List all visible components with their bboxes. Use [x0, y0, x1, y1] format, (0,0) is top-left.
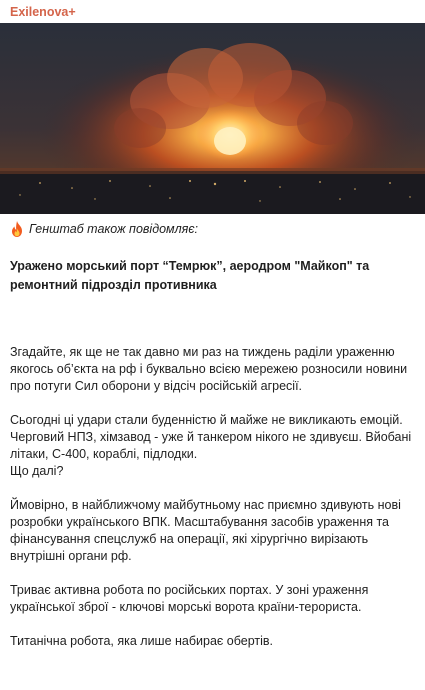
post-headline: Уражено морський порт “Темрюк”, аеродром "Майкоп" та ремонтний підрозділ противника [10, 259, 370, 292]
paragraph: Ймовірно, в найближчому майбутньому нас приємно здивують нові розробки українського ВПК. Масштабування засобів ураження та фінансування спецслужб на операції, які хірургічно вирізають внутрішні органи рф. [10, 498, 401, 563]
paragraph: Триває активна робота по російських портах. У зоні ураження української зброї - ключові морські ворота країни-терориста. [10, 583, 369, 614]
explosion-photo[interactable] [0, 23, 425, 214]
channel-name[interactable]: Exilenova+ [10, 5, 76, 19]
lead-text: Генштаб також повідомляє: [29, 221, 199, 236]
paragraph: Сьогодні ці удари стали буденністю й майже не викликають емоцій. Черговий НПЗ, хімзавод - уже й танкером нікого не здивуєш. Вйобані літаки, С-400, кораблі, підлодки. [10, 413, 412, 461]
paragraph: Титанічна робота, яка лише набирає обертів. [10, 634, 273, 648]
post-body [10, 214, 415, 650]
post-lead [10, 220, 415, 238]
fire-icon [10, 221, 24, 237]
paragraph: Згадайте, як ще не так давно ми раз на тиждень раділи ураженню якогось об’єкта на рф і буквально всією мережею розносили новини про потуги Сил оборони у відсіч російській агресії. [10, 345, 408, 393]
paragraph: Що далі? [10, 464, 64, 478]
